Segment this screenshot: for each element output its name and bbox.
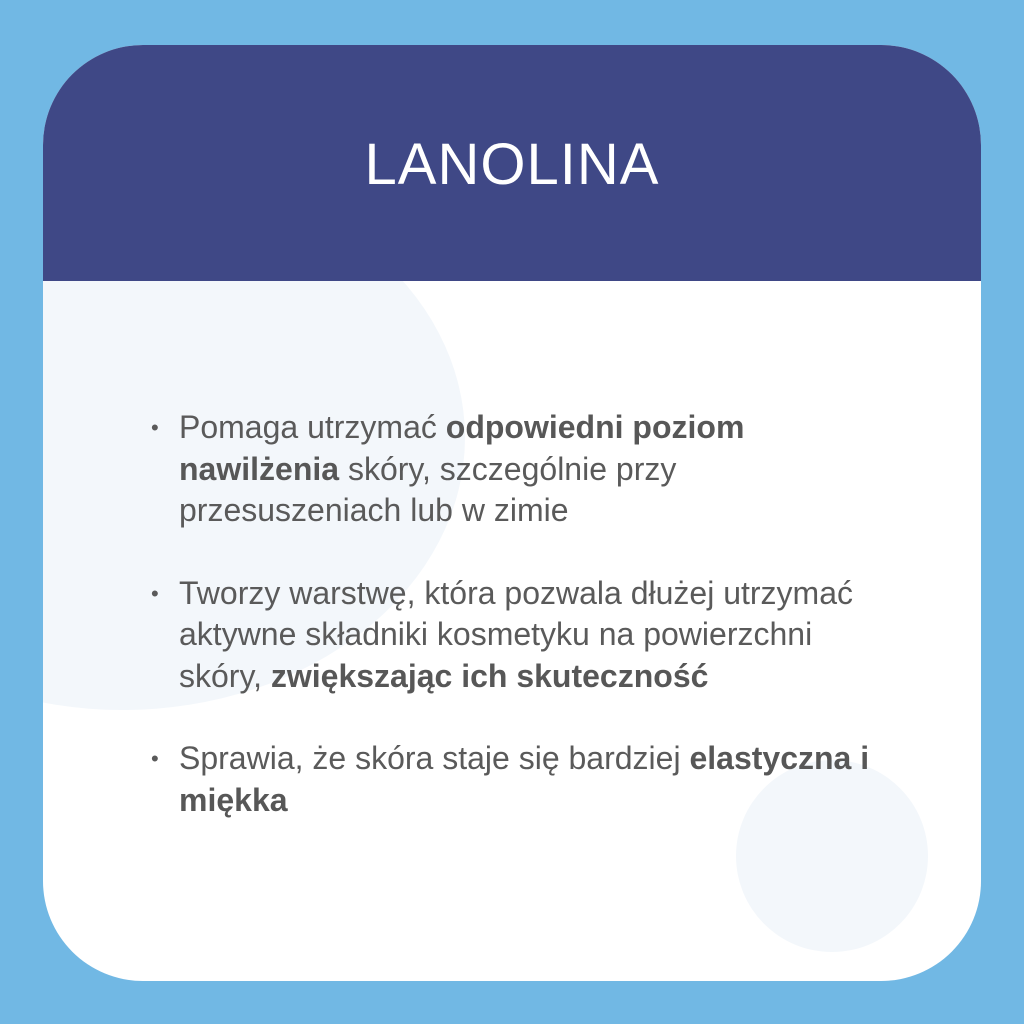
bullet-text-part: Sprawia, że skóra staje się bardziej <box>179 740 690 776</box>
bullet-item-2 <box>143 573 883 698</box>
bullet-text <box>179 740 869 818</box>
bullet-item-1 <box>143 407 883 532</box>
bullet-text-emphasis: odpowiedni poziom nawilżenia <box>179 409 745 487</box>
card-header <box>43 45 981 281</box>
bullet-text <box>179 575 853 694</box>
bullet-dot: • <box>151 746 159 771</box>
bullet-dot: • <box>151 415 159 440</box>
bullet-list <box>143 407 883 821</box>
bullet-dot: • <box>151 580 159 606</box>
page-title: LANOLINA <box>364 132 660 197</box>
bullet-text-part: Tworzy warstwę, która pozwala dłużej utrzymać aktywne składniki kosmetyku na powierzchni skóry, <box>179 574 853 694</box>
bullet-text-emphasis: zwiększając ich skuteczność <box>270 657 709 694</box>
bullet-text <box>179 409 744 528</box>
bullet-text-part: Pomaga utrzymać <box>179 409 446 445</box>
bullet-text-emphasis: elastyczna i miękka <box>179 740 870 818</box>
info-card <box>43 45 981 981</box>
bullet-item-3 <box>143 738 883 821</box>
bullet-text-part: skóry, szczególnie przy przesuszeniach lub w zimie <box>179 450 677 528</box>
